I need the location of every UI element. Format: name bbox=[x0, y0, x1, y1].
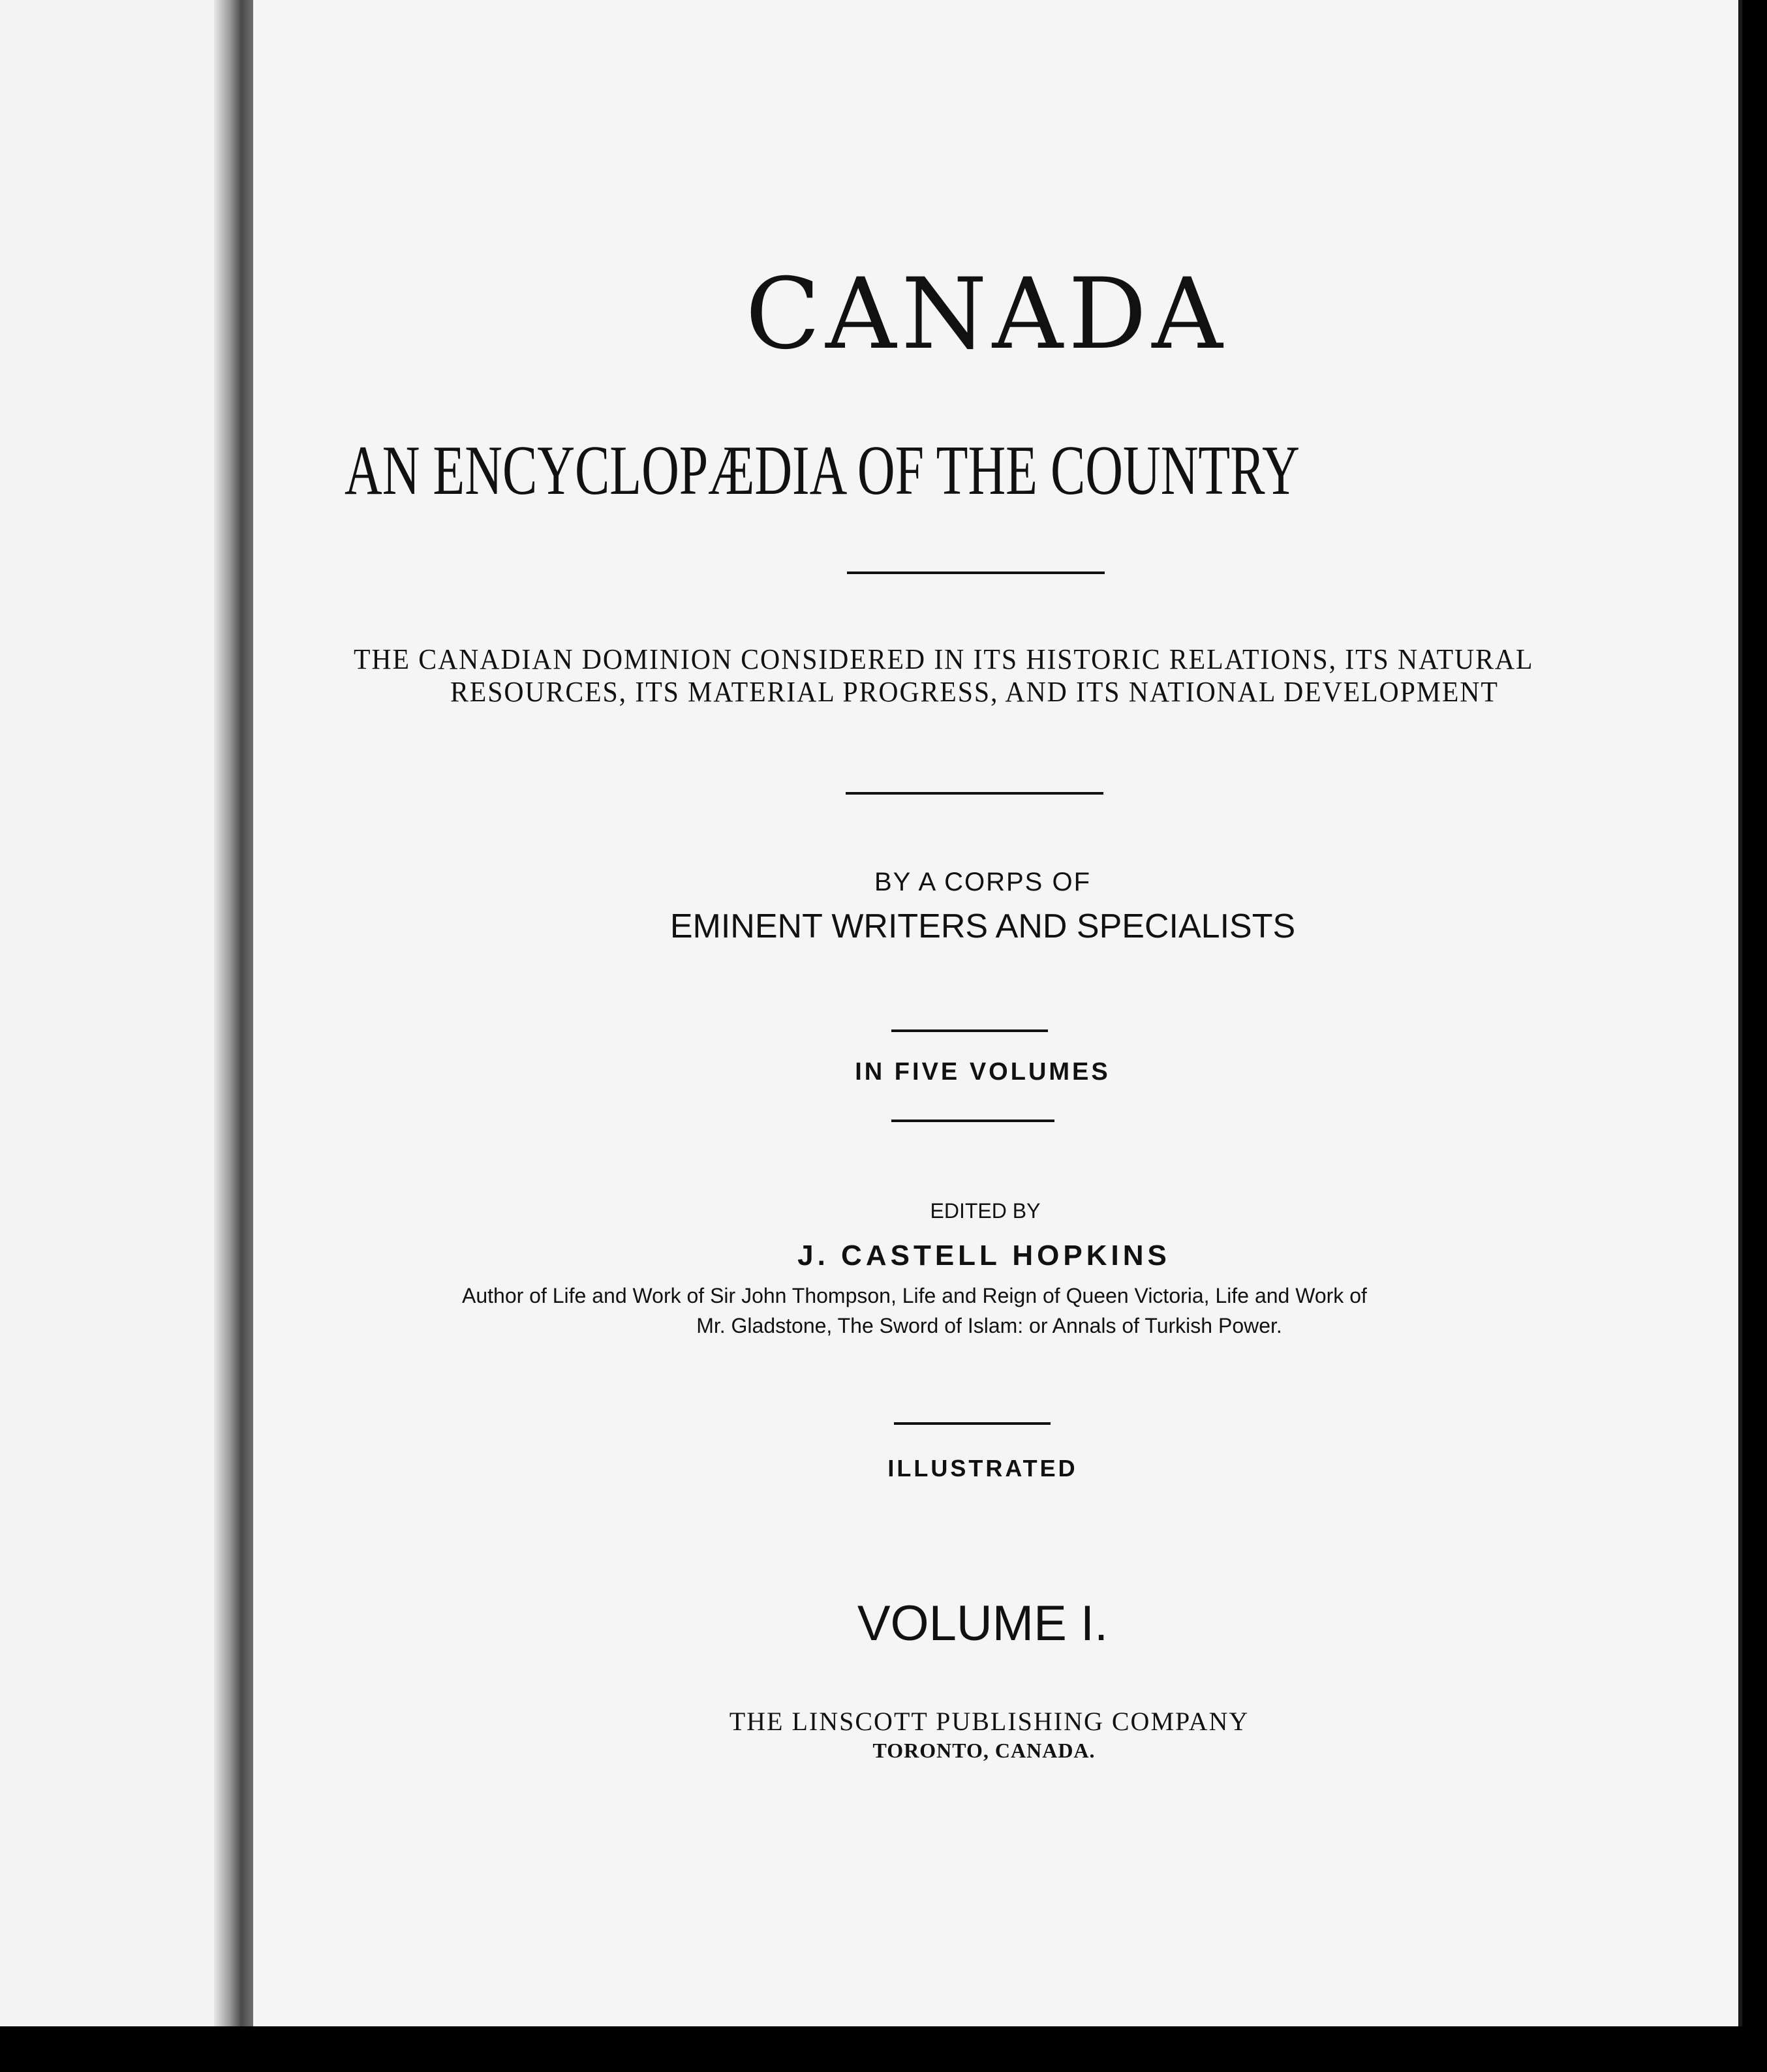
facing-page bbox=[0, 0, 214, 2026]
title-page bbox=[253, 0, 1742, 2026]
editor-credits-line-1: Author of Life and Work of Sir John Thompson, Life and Reign of Queen Victoria, Life and Work of bbox=[462, 1284, 1367, 1307]
divider-rule bbox=[891, 1029, 1048, 1032]
volumes-note: IN FIVE VOLUMES bbox=[855, 1058, 1111, 1086]
contributors-line: EMINENT WRITERS AND SPECIALISTS bbox=[669, 907, 1296, 945]
divider-rule bbox=[846, 792, 1103, 795]
divider-rule bbox=[847, 571, 1105, 574]
editor-credits-line-2: Mr. Gladstone, The Sword of Islam: or Annals of Turkish Power. bbox=[696, 1314, 1282, 1337]
book-subtitle: AN ENCYCLOPÆDIA OF THE COUNTRY bbox=[345, 432, 1300, 510]
book-title: CANADA bbox=[745, 258, 1228, 371]
volume-number: VOLUME I. bbox=[857, 1596, 1109, 1651]
description-line-2: RESOURCES, ITS MATERIAL PROGRESS, AND ITS NATIONAL DEVELOPMENT bbox=[450, 676, 1499, 708]
publisher-name: THE LINSCOTT PUBLISHING COMPANY bbox=[729, 1707, 1250, 1736]
illustrated-note: ILLUSTRATED bbox=[887, 1455, 1078, 1482]
editor-name: J. CASTELL HOPKINS bbox=[797, 1240, 1171, 1272]
edited-by-label: EDITED BY bbox=[930, 1199, 1041, 1223]
divider-rule bbox=[894, 1422, 1051, 1425]
description-line-1: THE CANADIAN DOMINION CONSIDERED IN ITS HISTORIC RELATIONS, ITS NATURAL bbox=[354, 643, 1534, 675]
by-line: BY A CORPS OF bbox=[874, 868, 1092, 896]
divider-rule bbox=[891, 1120, 1054, 1122]
publisher-city: TORONTO, CANADA. bbox=[872, 1739, 1096, 1762]
